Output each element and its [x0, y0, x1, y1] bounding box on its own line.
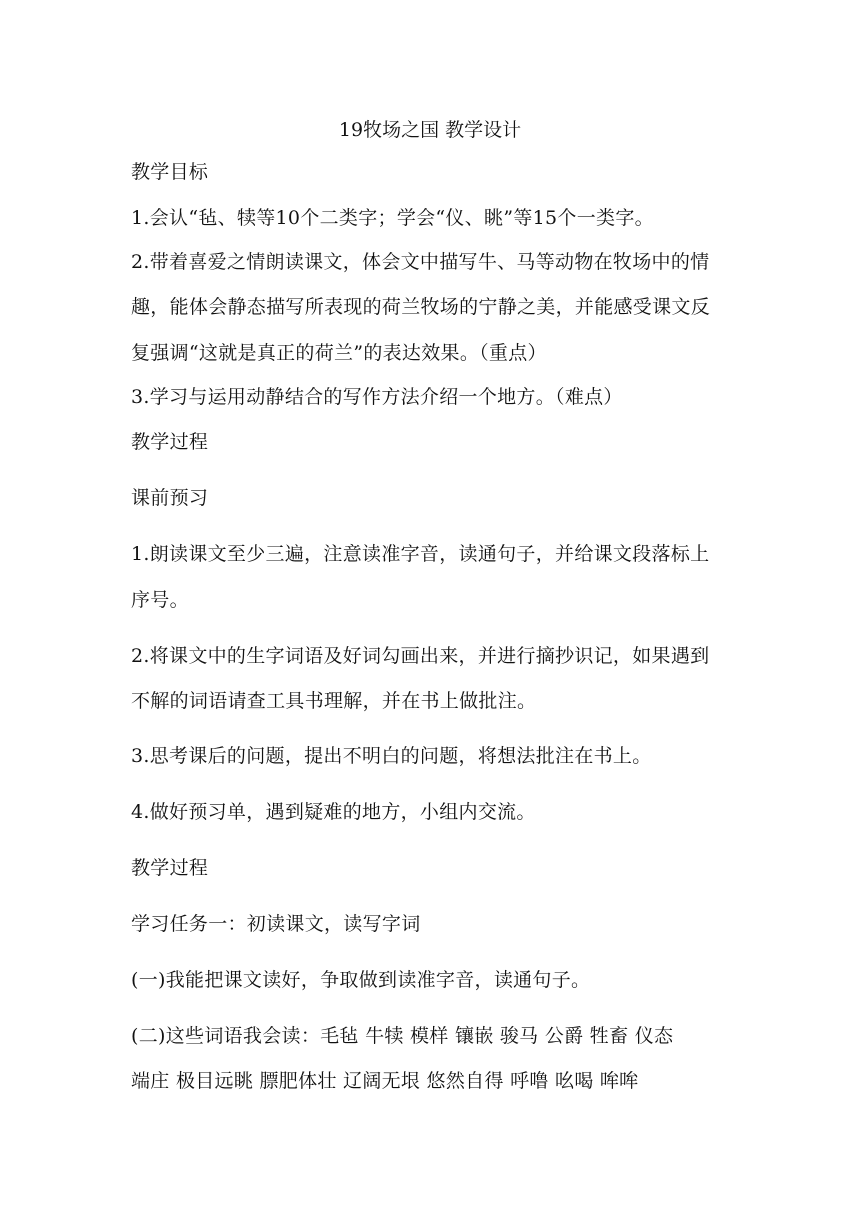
goal-item-1: 1.会认“毡、犊等10个二类字；学会“仪、眺”等15个一类字。: [131, 207, 654, 229]
goal-item-3: 3.学习与运用动静结合的写作方法介绍一个地方。（难点）: [131, 386, 623, 408]
task-1-item-2-line-1: (二)这些词语我会读：毛毡 牛犊 模样 镶嵌 骏马 公爵 牲畜 仪态: [131, 1025, 674, 1047]
goal-item-2-line-3: 复强调“这就是真正的荷兰”的表达效果。（重点）: [131, 342, 547, 364]
preview-item-4: 4.做好预习单，遇到疑难的地方，小组内交流。: [131, 801, 536, 823]
heading-teaching-goals: 教学目标: [131, 161, 209, 183]
task-1-item-1: (一)我能把课文读好，争取做到读准字音，读通句子。: [131, 969, 591, 991]
preview-item-2-line-2: 不解的词语请查工具书理解，并在书上做批注。: [131, 690, 537, 712]
task-1-heading: 学习任务一：初读课文，读写字词: [131, 913, 421, 935]
preview-item-1-line-1: 1.朗读课文至少三遍，注意读准字音，读通句子，并给课文段落标上: [131, 543, 710, 565]
task-1-item-2-line-2: 端庄 极目远眺 膘肥体壮 辽阔无垠 悠然自得 呼噜 吆喝 哞哞: [131, 1070, 639, 1092]
goal-item-2-line-1: 2.带着喜爱之情朗读课文，体会文中描写牛、马等动物在牧场中的情: [131, 251, 710, 273]
heading-preview: 课前预习: [131, 487, 209, 509]
preview-item-3: 3.思考课后的问题，提出不明白的问题，将想法批注在书上。: [131, 745, 652, 767]
goal-item-2-line-2: 趣，能体会静态描写所表现的荷兰牧场的宁静之美，并能感受课文反: [131, 296, 711, 318]
heading-teaching-process-2: 教学过程: [131, 857, 209, 879]
heading-teaching-process: 教学过程: [131, 431, 209, 453]
preview-item-2-line-1: 2.将课文中的生字词语及好词勾画出来，并进行摘抄识记，如果遇到: [131, 645, 710, 667]
preview-item-1-line-2: 序号。: [131, 589, 189, 611]
document-title: 19牧场之国 教学设计: [338, 119, 522, 141]
